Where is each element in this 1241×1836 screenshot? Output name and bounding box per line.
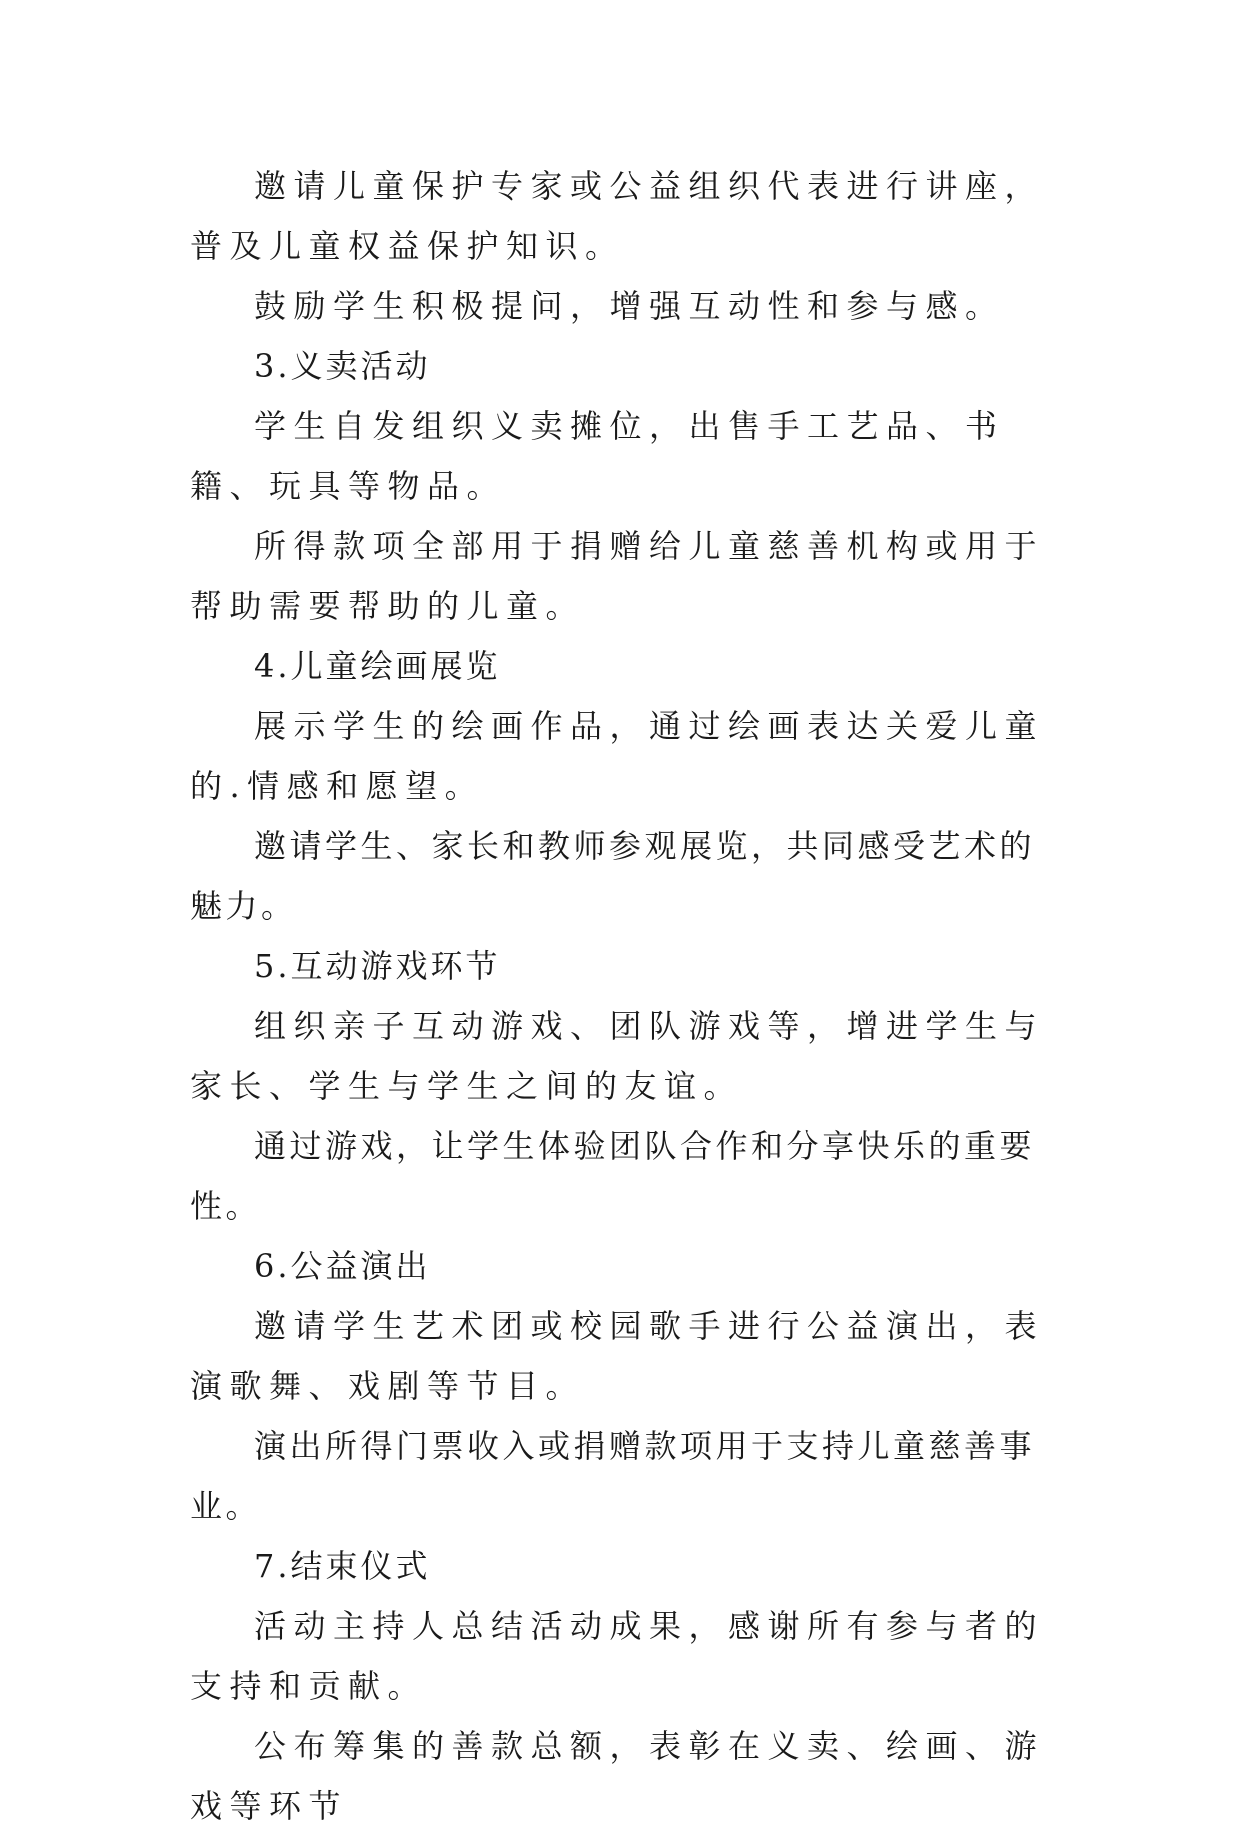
section-heading-interactive-games: 5.互动游戏环节 bbox=[254, 947, 501, 985]
section-heading-painting-exhibition: 4.儿童绘画展览 bbox=[254, 647, 501, 685]
paragraph-exhibition-display: 展示学生的绘画作品，通过绘画表达关爱儿童的.情感和愿望。 bbox=[190, 707, 1045, 805]
paragraph-closing-announce: 公布筹集的善款总额，表彰在义卖、绘画、游戏等环节 bbox=[190, 1727, 1045, 1825]
paragraph-performance-proceeds: 演出所得门票收入或捐赠款项用于支持儿童慈善事业。 bbox=[190, 1427, 1036, 1525]
document-body bbox=[190, 156, 1050, 1836]
section-heading-charity-sale: 3.义卖活动 bbox=[254, 347, 431, 385]
section-heading-closing-ceremony: 7.结束仪式 bbox=[254, 1547, 431, 1585]
paragraph-encourage-questions: 鼓励学生积极提问，增强互动性和参与感。 bbox=[254, 287, 1005, 325]
paragraph-exhibition-visit: 邀请学生、家长和教师参观展览，共同感受艺术的魅力。 bbox=[190, 827, 1036, 925]
paragraph-lecture: 邀请儿童保护专家或公益组织代表进行讲座，普及儿童权益保护知识。 bbox=[190, 167, 1045, 265]
paragraph-games-teamwork: 通过游戏，让学生体验团队合作和分享快乐的重要性。 bbox=[190, 1127, 1036, 1225]
paragraph-sale-stalls: 学生自发组织义卖摊位，出售手工艺品、书籍、玩具等物品。 bbox=[190, 407, 1005, 505]
paragraph-closing-summary: 活动主持人总结活动成果，感谢所有参与者的支持和贡献。 bbox=[190, 1607, 1045, 1705]
paragraph-sale-proceeds: 所得款项全部用于捐赠给儿童慈善机构或用于帮助需要帮助的儿童。 bbox=[190, 527, 1045, 625]
paragraph-games-organize: 组织亲子互动游戏、团队游戏等，增进学生与家长、学生与学生之间的友谊。 bbox=[190, 1007, 1045, 1105]
paragraph-performance-invite: 邀请学生艺术团或校园歌手进行公益演出，表演歌舞、戏剧等节目。 bbox=[190, 1307, 1045, 1405]
section-heading-charity-performance: 6.公益演出 bbox=[254, 1247, 431, 1285]
